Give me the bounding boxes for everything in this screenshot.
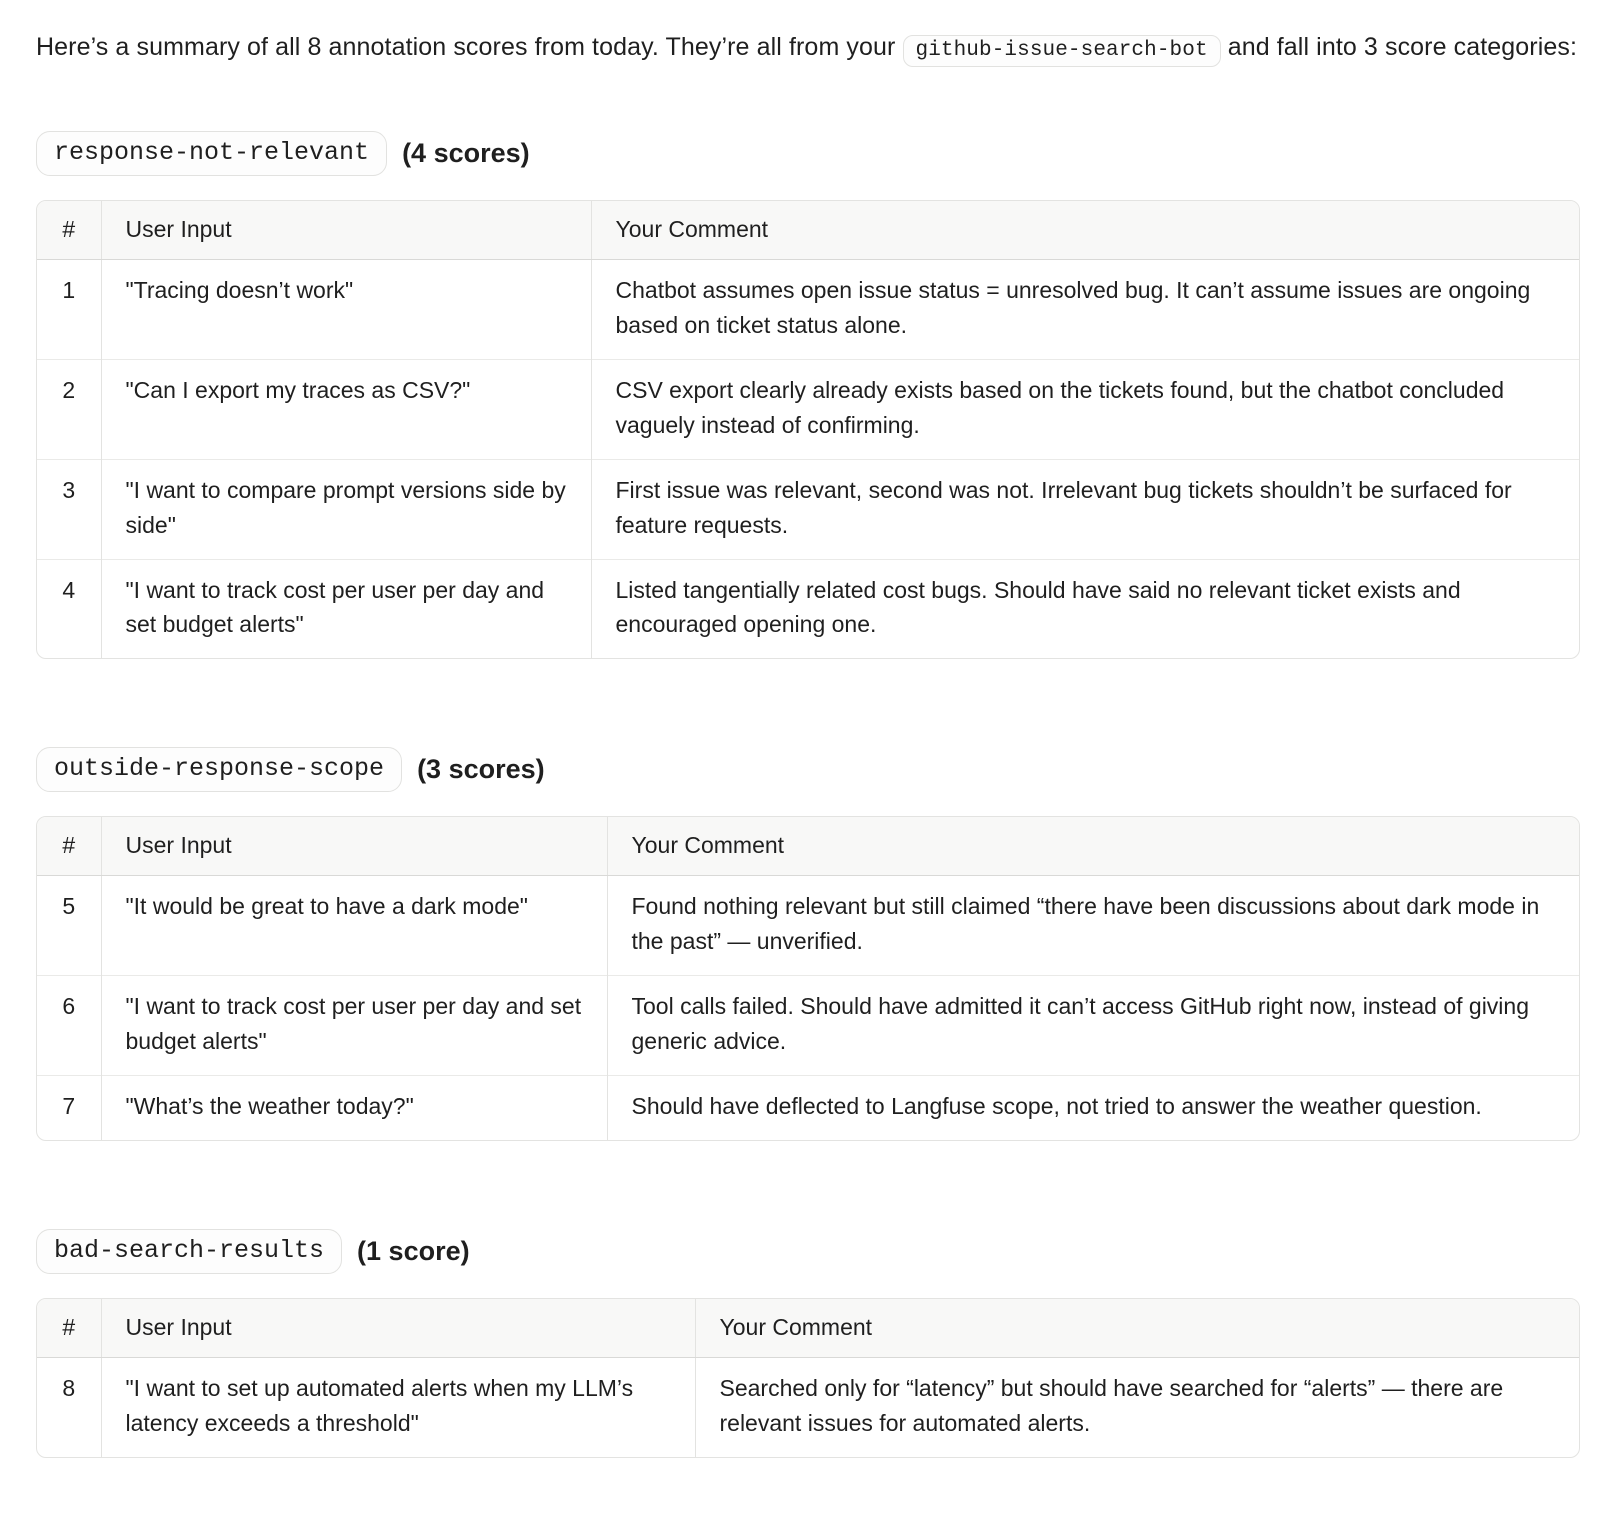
user-input-cell: "It would be great to have a dark mode" bbox=[101, 876, 607, 976]
score-category-section bbox=[36, 131, 1580, 660]
user-input-cell: "I want to set up automated alerts when my LLM’s latency exceeds a threshold" bbox=[101, 1358, 695, 1457]
table-row bbox=[37, 559, 1579, 658]
section-heading bbox=[36, 747, 1580, 792]
scores-table-wrapper bbox=[36, 1298, 1580, 1458]
section-heading bbox=[36, 1229, 1580, 1274]
user-input-cell: "I want to track cost per user per day and set budget alerts" bbox=[101, 976, 607, 1076]
user-input-cell: "Can I export my traces as CSV?" bbox=[101, 359, 591, 459]
your-comment-cell: Listed tangentially related cost bugs. Should have said no relevant ticket exists and encouraged opening one. bbox=[591, 559, 1579, 658]
column-header-your-comment: Your Comment bbox=[607, 817, 1579, 875]
row-number-cell: 4 bbox=[37, 559, 101, 658]
column-header-your-comment: Your Comment bbox=[695, 1299, 1579, 1357]
column-header-user-input: User Input bbox=[101, 1299, 695, 1357]
scores-table bbox=[37, 201, 1579, 659]
column-header-number: # bbox=[37, 201, 101, 259]
score-sections-container bbox=[36, 131, 1580, 1458]
table-row bbox=[37, 1076, 1579, 1140]
row-number-cell: 3 bbox=[37, 459, 101, 559]
table-row bbox=[37, 976, 1579, 1076]
scores-table bbox=[37, 817, 1579, 1140]
row-number-cell: 8 bbox=[62, 1375, 76, 1402]
column-header-number: # bbox=[37, 817, 101, 875]
user-input-cell: "I want to track cost per user per day and set budget alerts" bbox=[101, 559, 591, 658]
your-comment-cell: First issue was relevant, second was not. Irrelevant bug tickets shouldn’t be surfaced for feature requests. bbox=[591, 459, 1579, 559]
score-name-badge: response-not-relevant bbox=[36, 131, 387, 176]
intro-text-before: Here’s a summary of all 8 annotation scores from today. They’re all from your bbox=[36, 33, 903, 61]
section-heading bbox=[36, 131, 1580, 176]
column-header-number: # bbox=[37, 1299, 101, 1357]
score-count-label: (1 score) bbox=[357, 1236, 470, 1267]
project-name-badge: github-issue-search-bot bbox=[903, 35, 1221, 67]
table-row bbox=[37, 359, 1579, 459]
table-header-row bbox=[37, 1299, 1579, 1357]
table-row bbox=[37, 259, 1579, 359]
intro-paragraph bbox=[36, 24, 1580, 71]
your-comment-cell: Tool calls failed. Should have admitted it can’t access GitHub right now, instead of giving generic advice. bbox=[607, 976, 1579, 1076]
row-number-cell: 6 bbox=[37, 976, 101, 1076]
user-input-cell: "Tracing doesn’t work" bbox=[101, 259, 591, 359]
row-number-cell: 2 bbox=[37, 359, 101, 459]
table-row bbox=[37, 459, 1579, 559]
scores-table-wrapper bbox=[36, 200, 1580, 660]
table-row bbox=[37, 876, 1579, 976]
score-category-section bbox=[36, 747, 1580, 1141]
scores-table bbox=[37, 1299, 1579, 1457]
your-comment-cell: Chatbot assumes open issue status = unresolved bug. It can’t assume issues are ongoing based on ticket status alone. bbox=[591, 259, 1579, 359]
user-input-cell: "What’s the weather today?" bbox=[101, 1076, 607, 1140]
column-header-your-comment: Your Comment bbox=[591, 201, 1579, 259]
table-header-row bbox=[37, 201, 1579, 259]
row-number-cell: 1 bbox=[62, 276, 76, 303]
scores-table-wrapper bbox=[36, 816, 1580, 1141]
score-name-badge: outside-response-scope bbox=[36, 747, 402, 792]
column-header-user-input: User Input bbox=[101, 201, 591, 259]
row-number-cell: 5 bbox=[62, 893, 76, 920]
your-comment-cell: Should have deflected to Langfuse scope, not tried to answer the weather question. bbox=[607, 1076, 1579, 1140]
your-comment-cell: Searched only for “latency” but should have searched for “alerts” — there are relevant issues for automated alerts. bbox=[695, 1358, 1579, 1457]
user-input-cell: "I want to compare prompt versions side by side" bbox=[101, 459, 591, 559]
table-row bbox=[37, 1358, 1579, 1457]
your-comment-cell: Found nothing relevant but still claimed “there have been discussions about dark mode in the past” — unverified. bbox=[607, 876, 1579, 976]
your-comment-cell: CSV export clearly already exists based on the tickets found, but the chatbot concluded vaguely instead of confirming. bbox=[591, 359, 1579, 459]
column-header-user-input: User Input bbox=[101, 817, 607, 875]
intro-text-after: and fall into 3 score categories: bbox=[1220, 33, 1578, 61]
table-header-row bbox=[37, 817, 1579, 875]
score-count-label: (3 scores) bbox=[417, 754, 545, 785]
score-count-label: (4 scores) bbox=[402, 137, 530, 168]
score-category-section bbox=[36, 1229, 1580, 1458]
row-number-cell: 7 bbox=[37, 1076, 101, 1140]
score-name-badge: bad-search-results bbox=[36, 1229, 342, 1274]
